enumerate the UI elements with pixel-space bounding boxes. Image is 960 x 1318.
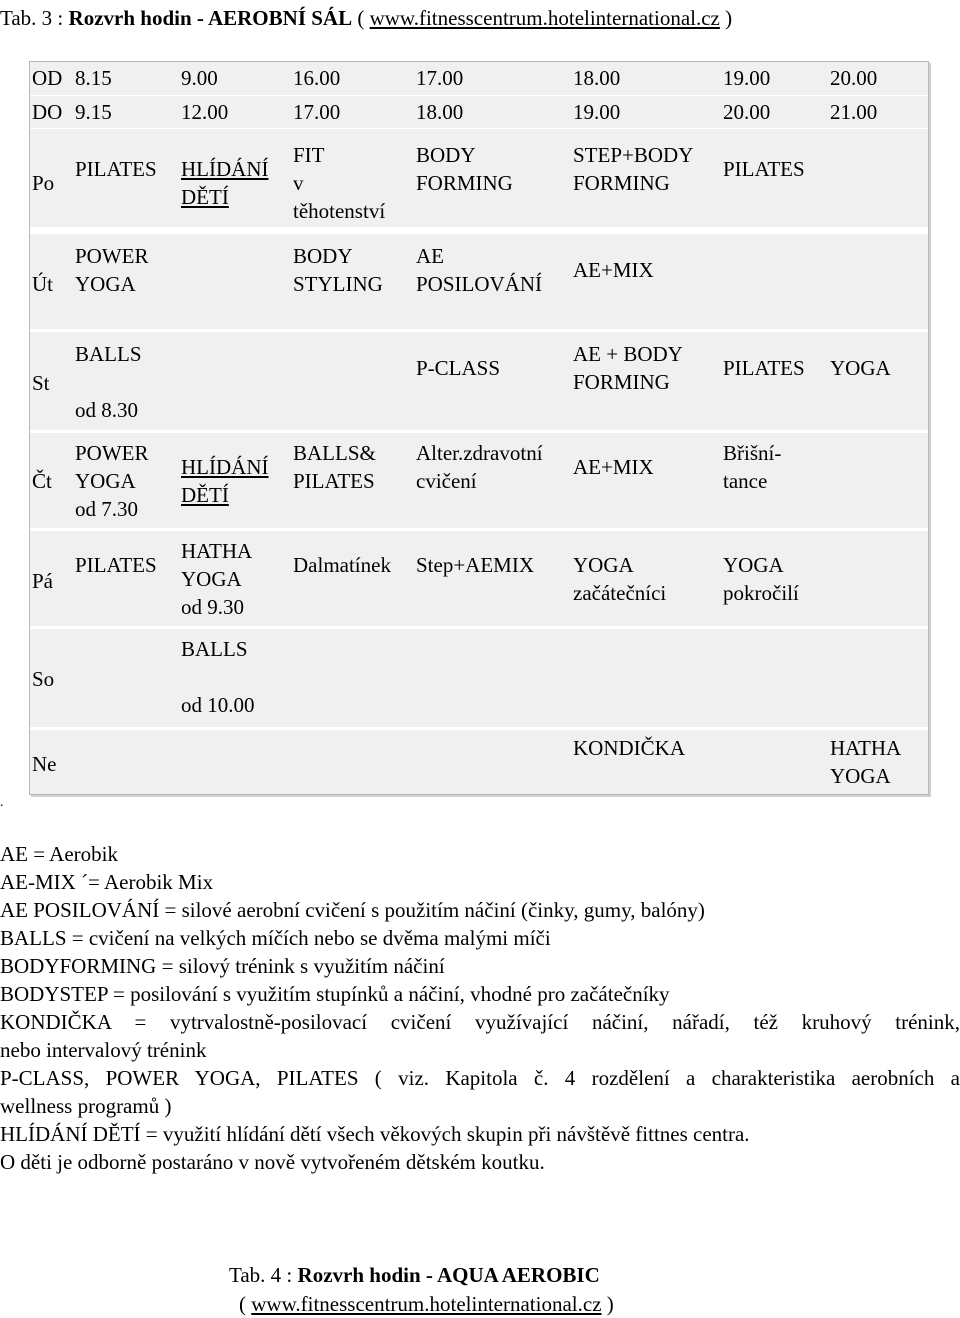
link-open: (: [239, 1292, 252, 1316]
time-cell: 18.00: [416, 100, 464, 124]
page-title-bold: Rozvrh hodin - AEROBNÍ SÁL: [68, 6, 353, 30]
schedule-row-do: [30, 96, 928, 128]
day-label: St: [32, 371, 50, 395]
schedule-row-ne: [30, 730, 928, 794]
page-title-open: (: [352, 6, 370, 30]
class-cell: Step+AEMIX: [416, 553, 535, 577]
legend-line: BODYFORMING = silový trénink s využitím náčiní: [0, 954, 445, 978]
schedule-row-po: [30, 129, 928, 227]
schedule-row-so: [30, 629, 928, 727]
schedule-table: [29, 61, 929, 795]
class-cell: BALLS& PILATES: [293, 441, 376, 493]
class-cell: PILATES: [75, 157, 157, 181]
page-title-close: ): [719, 6, 733, 30]
legend-line: BODYSTEP = posilování s využitím stupínků a náčiní, vhodné pro začátečníky: [0, 982, 670, 1006]
next-table-prefix: Tab. 4 :: [229, 1263, 298, 1287]
schedule-row-od: [30, 62, 928, 95]
next-table-title: [229, 1261, 600, 1289]
day-label: Ne: [32, 752, 57, 776]
time-cell: 20.00: [723, 100, 771, 124]
legend-line: nebo intervalový trénink: [0, 1038, 207, 1062]
class-cell: STEP+BODY FORMING: [573, 143, 694, 195]
time-cell: 19.00: [573, 100, 621, 124]
schedule-row-ut: [30, 234, 928, 329]
class-cell: AE+MIX: [573, 455, 654, 479]
schedule-row-st: [30, 332, 928, 430]
legend-line: HLÍDÁNÍ DĚTÍ = využití hlídání dětí všech věkových skupin při návštěvě fittnes centra.: [0, 1122, 750, 1146]
schedule-row-pa: [30, 531, 928, 626]
legend-line: wellness programů ): [0, 1094, 172, 1118]
time-cell: 17.00: [416, 66, 464, 90]
link-close: ): [601, 1292, 614, 1316]
class-cell: HLÍDÁNÍ DĚTÍ: [181, 157, 269, 209]
day-label: Út: [32, 272, 53, 296]
class-cell: Břišní- tance: [723, 441, 782, 493]
legend: [0, 840, 960, 1176]
legend-line: P-CLASS, POWER YOGA, PILATES ( viz. Kapitola č. 4 rozdělení a charakteristika aerobních a: [0, 1066, 960, 1090]
class-cell: AE+MIX: [573, 258, 654, 282]
website-link[interactable]: www.fitnesscentrum.hotelinternational.cz: [369, 6, 720, 30]
class-cell: BALLS od 8.30: [75, 342, 142, 422]
class-cell: HLÍDÁNÍ DĚTÍ: [181, 455, 269, 507]
class-cell: YOGA začátečníci: [573, 553, 667, 605]
class-cell: PILATES: [75, 553, 157, 577]
time-cell: 19.00: [723, 66, 771, 90]
legend-line: O děti je odborně postaráno v nově vytvořeném dětském koutku.: [0, 1150, 545, 1174]
class-cell: PILATES: [723, 356, 805, 380]
legend-line: AE = Aerobik: [0, 842, 118, 866]
class-cell: YOGA pokročilí: [723, 553, 799, 605]
class-cell: PILATES: [723, 157, 805, 181]
website-link[interactable]: www.fitnesscentrum.hotelinternational.cz: [251, 1292, 602, 1316]
day-label: Čt: [32, 469, 52, 493]
class-cell: POWER YOGA od 7.30: [75, 441, 149, 521]
page-title: [0, 4, 960, 32]
class-cell: HATHA YOGA: [830, 736, 902, 788]
class-cell: Alter.zdravotní cvičení: [416, 441, 543, 493]
day-label: Po: [32, 171, 55, 195]
class-cell: Dalmatínek: [293, 553, 391, 577]
next-table-bold: Rozvrh hodin - AQUA AEROBIC: [297, 1263, 600, 1287]
stray-dot: .: [0, 795, 4, 810]
time-cell: 9.00: [181, 66, 218, 90]
time-cell: 16.00: [293, 66, 341, 90]
time-cell: 21.00: [830, 100, 878, 124]
row-label-do: DO: [32, 100, 63, 124]
time-cell: 20.00: [830, 66, 878, 90]
row-label-od: OD: [32, 66, 63, 90]
class-cell: KONDIČKA: [573, 736, 685, 760]
class-cell: P-CLASS: [416, 356, 501, 380]
class-cell: HATHA YOGA od 9.30: [181, 539, 253, 619]
time-cell: 17.00: [293, 100, 341, 124]
class-cell: BODY FORMING: [416, 143, 513, 195]
legend-line: BALLS = cvičení na velkých míčích nebo se dvěma malými míči: [0, 926, 551, 950]
page-title-prefix: Tab. 3 :: [0, 6, 69, 30]
next-table-link-line: [239, 1290, 614, 1318]
legend-line: KONDIČKA = vytrvalostně-posilovací cvičení využívající náčiní, nářadí, též kruhový trénink,: [0, 1010, 960, 1034]
class-cell: BODY STYLING: [293, 244, 383, 296]
day-label: So: [32, 667, 55, 691]
time-cell: 18.00: [573, 66, 621, 90]
class-cell: POWER YOGA: [75, 244, 149, 296]
legend-line: AE-MIX ´= Aerobik Mix: [0, 870, 214, 894]
class-cell: YOGA: [830, 356, 891, 380]
time-cell: 12.00: [181, 100, 229, 124]
time-cell: 8.15: [75, 66, 112, 90]
time-cell: 9.15: [75, 100, 112, 124]
class-cell: FIT v těhotenství: [293, 143, 386, 223]
day-label: Pá: [32, 569, 53, 593]
class-cell: AE + BODY FORMING: [573, 342, 683, 394]
class-cell: BALLS od 10.00: [181, 637, 255, 717]
class-cell: AE POSILOVÁNÍ: [416, 244, 542, 296]
schedule-row-ct: [30, 433, 928, 528]
legend-line: AE POSILOVÁNÍ = silové aerobní cvičení s použitím náčiní (činky, gumy, balóny): [0, 898, 705, 922]
